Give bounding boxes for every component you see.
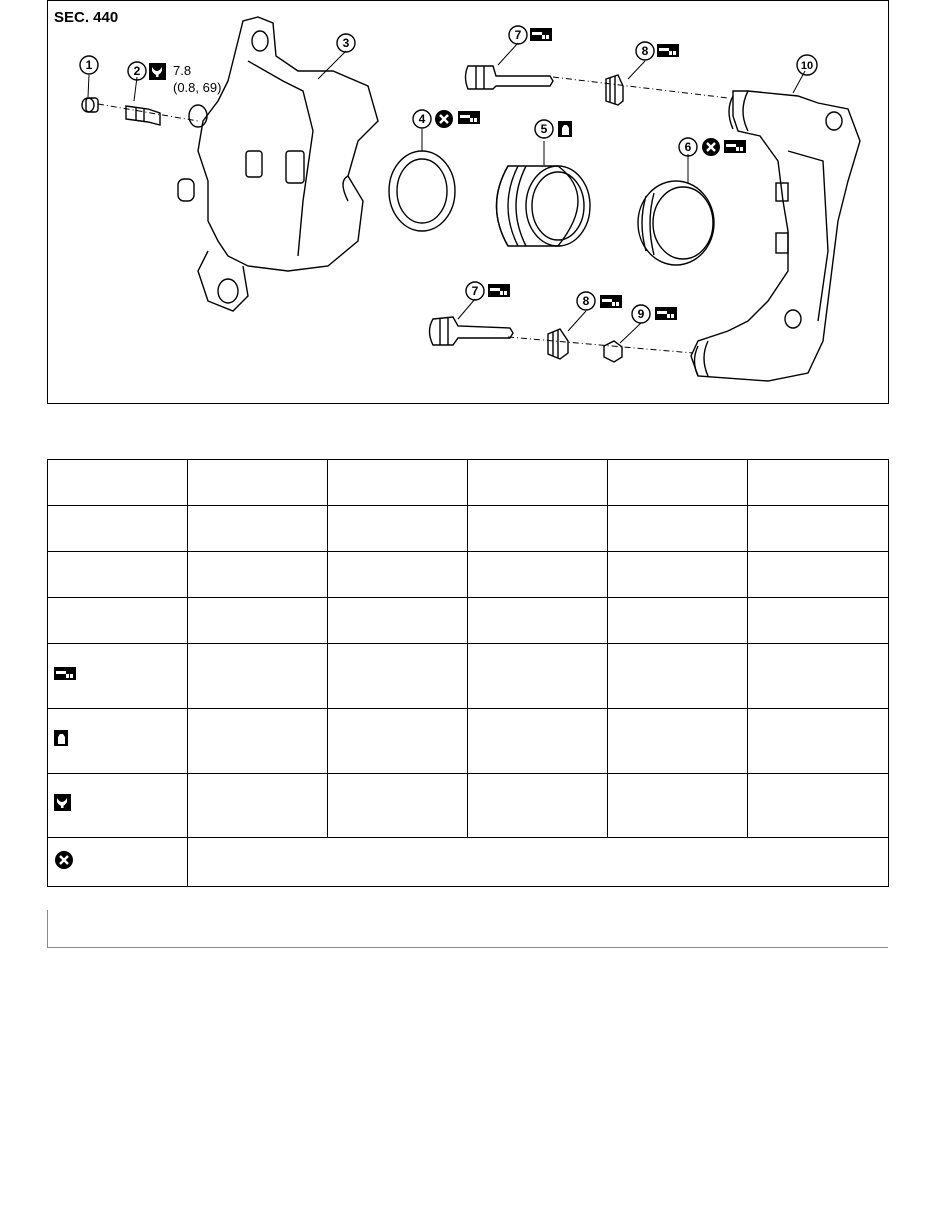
pin-boot-upper xyxy=(606,75,623,105)
table-row xyxy=(48,774,889,838)
torque-icon xyxy=(149,63,166,80)
cylinder-body xyxy=(178,17,378,311)
grease-icon xyxy=(488,284,510,297)
grease-icon xyxy=(458,111,480,124)
legend-symbol-cell xyxy=(48,552,188,598)
torque-icon xyxy=(54,794,72,812)
table-row xyxy=(48,460,889,506)
brake-fluid-icon xyxy=(558,121,572,137)
grease-icon xyxy=(724,140,746,153)
caliper-illustration xyxy=(48,1,890,405)
table-row xyxy=(48,644,889,709)
callout-2: 2 xyxy=(133,64,141,78)
table-row xyxy=(48,598,889,644)
callout-8a: 8 xyxy=(641,44,649,58)
exploded-diagram xyxy=(47,0,889,404)
callout-10: 10 xyxy=(800,60,814,72)
table-row xyxy=(48,506,889,552)
legend-symbol-cell xyxy=(48,644,188,709)
legend-symbol-cell xyxy=(48,598,188,644)
grease-icon xyxy=(657,44,679,57)
sliding-pin-lower xyxy=(430,317,514,345)
legend-symbol-cell xyxy=(48,506,188,552)
brake-fluid-icon xyxy=(54,730,70,748)
callout-4: 4 xyxy=(418,112,426,126)
table-row xyxy=(48,709,889,774)
section-label: SEC. 440 xyxy=(54,9,119,26)
table-row xyxy=(48,552,889,598)
footer-box xyxy=(47,910,888,948)
legend-symbol-cell xyxy=(48,774,188,838)
torque-alt: (0.8, 69) xyxy=(173,80,222,95)
replace-icon xyxy=(702,138,720,156)
grease-icon xyxy=(600,295,622,308)
sliding-pin-upper xyxy=(466,66,554,89)
bleeder-valve xyxy=(126,106,160,125)
legend-table xyxy=(47,459,889,887)
grease-icon xyxy=(54,667,80,681)
legend-symbol-cell xyxy=(48,838,188,887)
bleeder-cap xyxy=(82,98,98,112)
legend-symbol-cell xyxy=(48,709,188,774)
replace-icon xyxy=(54,850,74,870)
bushing xyxy=(604,341,622,362)
callout-6: 6 xyxy=(684,140,692,154)
callout-1: 1 xyxy=(85,58,93,72)
grease-icon xyxy=(655,307,677,320)
table-row xyxy=(48,838,889,887)
pin-boot-lower xyxy=(548,329,568,359)
callout-7b: 7 xyxy=(471,284,479,298)
replace-icon xyxy=(435,110,453,128)
piston-boot xyxy=(638,181,714,265)
torque-member xyxy=(691,91,860,381)
torque-value: 7.8 xyxy=(173,63,192,78)
legend-symbol-cell xyxy=(48,460,188,506)
callout-9: 9 xyxy=(637,307,645,321)
callout-3: 3 xyxy=(342,36,350,50)
callout-5: 5 xyxy=(540,122,548,136)
piston-seal xyxy=(389,151,455,231)
callout-7a: 7 xyxy=(514,28,522,42)
callout-8b: 8 xyxy=(582,294,590,308)
grease-icon xyxy=(530,28,552,41)
piston xyxy=(497,166,591,246)
